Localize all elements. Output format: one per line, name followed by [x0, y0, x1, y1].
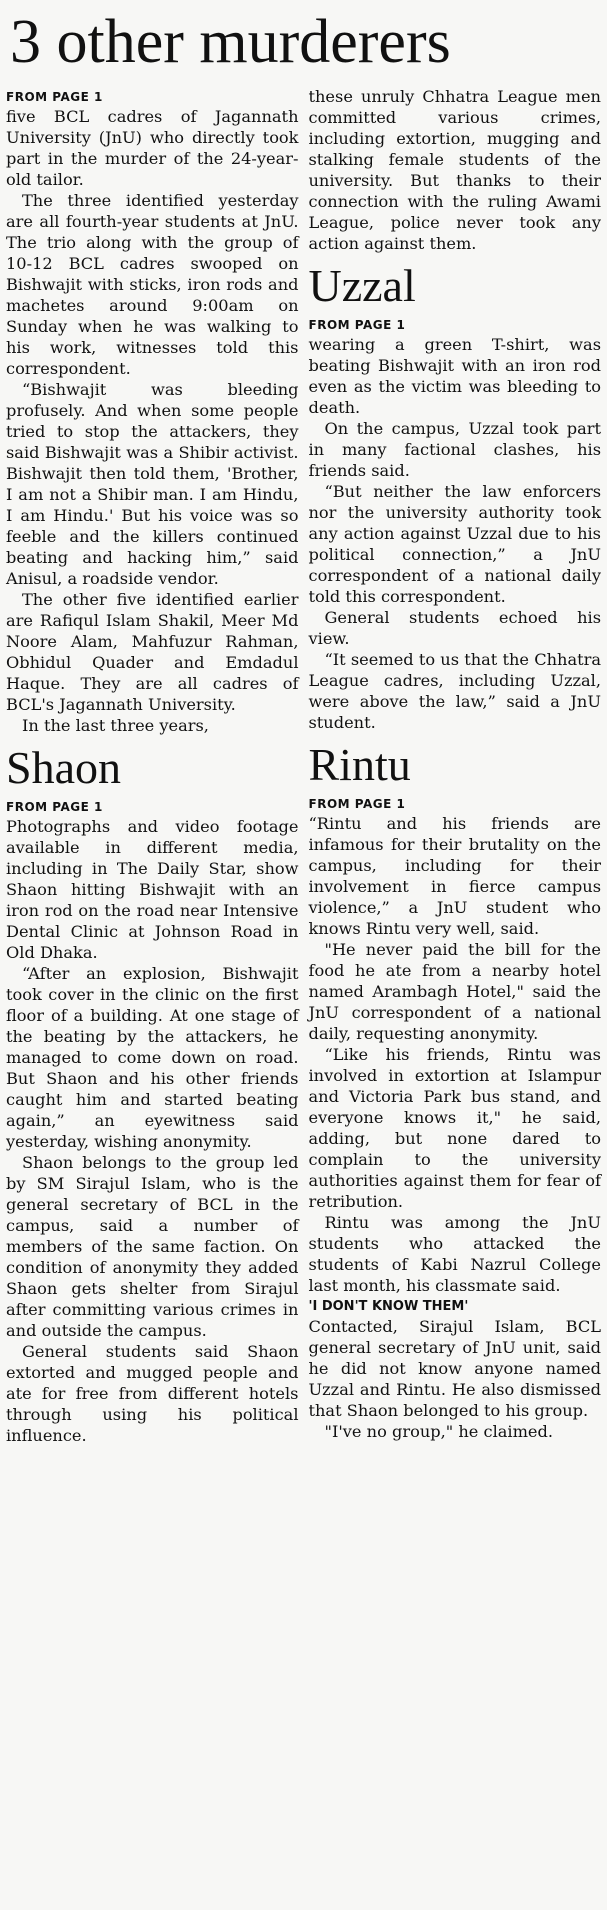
section-title-uzzal: Uzzal — [308, 260, 416, 311]
section-title-rintu: Rintu — [308, 739, 411, 790]
paragraph: The other five identified earlier are Rafiqul Islam Shakil, Meer Md Noore Alam, Mahfuzur Rahman, Obhidul Quader and Emdadul Haque. They are all cadres of BCL's Jagannath University. — [6, 590, 299, 714]
paragraph: "He never paid the bill for the food he ate from a nearby hotel named Arambagh Hotel," said the JnU correspondent of a national daily, requesting anonymity. — [308, 940, 601, 1043]
from-page-label: FROM PAGE 1 — [308, 318, 406, 332]
paragraph: Shaon belongs to the group led by SM Sirajul Islam, who is the general secretary of BCL in the campus, said a number of members of the same faction. On condition of anonymity they added Shaon gets shelter from Sirajul after committing various crimes in and outside the campus. — [6, 1153, 299, 1340]
paragraph: wearing a green T-shirt, was beating Bishwajit with an iron rod even as the victim was bleeding to death. — [308, 335, 601, 417]
from-page-label: FROM PAGE 1 — [6, 90, 103, 104]
paragraph: five BCL cadres of Jagannath University (JnU) who directly took part in the murder of the 24-year-old tailor. — [6, 107, 299, 189]
left-column — [6, 86, 299, 1446]
paragraph: Rintu was among the JnU students who attacked the students of Kabi Nazrul College last month, his classmate said. — [308, 1213, 601, 1295]
paragraph: "I've no group," he claimed. — [324, 1422, 554, 1441]
headline: 3 other murderers — [10, 8, 451, 76]
from-page-label: FROM PAGE 1 — [6, 800, 103, 814]
right-column — [309, 86, 602, 1446]
subheading: 'I DON'T KNOW THEM' — [308, 1299, 469, 1314]
paragraph: “Like his friends, Rintu was involved in extortion at Islampur and Victoria Park bus stand, and everyone knows it," he said, adding, but none dared to complain to the university authorities against them for fear of retribution. — [308, 1045, 601, 1211]
paragraph: Photographs and video footage available in different media, including in The Daily Star, show Shaon hitting Bishwajit with an iron rod on the road near Intensive Dental Clinic at Johnson Road in Old Dhaka. — [6, 817, 299, 962]
section-title-shaon: Shaon — [6, 742, 121, 793]
paragraph: On the campus, Uzzal took part in many factional clashes, his friends said. — [308, 419, 601, 480]
from-page-label: FROM PAGE 1 — [308, 797, 406, 811]
paragraph: Contacted, Sirajul Islam, BCL general secretary of JnU unit, said he did not know anyone named Uzzal and Rintu. He also dismissed that Shaon belonged to his group. — [308, 1317, 601, 1420]
paragraph: General students echoed his view. — [308, 608, 601, 648]
paragraph: General students said Shaon extorted and mugged people and ate for free from different hotels through using his political influence. — [6, 1342, 299, 1445]
paragraph: “After an explosion, Bishwajit took cover in the clinic on the first floor of a building. At one stage of the beating by the attackers, he managed to come down on road. But Shaon and his other friends caught him and started beating again,” an eyewitness said yesterday, wishing anonymity. — [6, 964, 299, 1151]
paragraph: The three identified yesterday are all fourth-year students at JnU. The trio along with the group of 10-12 BCL cadres swooped on Bishwajit with sticks, iron rods and machetes around 9:00am on Sunday when he was walking to his work, witnesses told this correspondent. — [6, 191, 299, 378]
paragraph: “Bishwajit was bleeding profusely. And when some people tried to stop the attackers, they said Bishwajit was a Shibir activist. Bishwajit then told them, 'Brother, I am not a Shibir man. I am Hindu, I am Hindu.' But his voice was so feeble and the killers continued beating and hacking him,” said Anisul, a roadside vendor. — [6, 380, 299, 588]
paragraph: these unruly Chhatra League men committed various crimes, including extortion, mugging and stalking female students of the university. But thanks to their connection with the ruling Awami League, police never took any action against them. — [308, 87, 601, 253]
paragraph: “It seemed to us that the Chhatra League cadres, including Uzzal, were above the law,” said a JnU student. — [308, 650, 601, 732]
paragraph: In the last three years, — [22, 716, 209, 735]
article-columns — [6, 86, 601, 1446]
paragraph: “But neither the law enforcers nor the university authority took any action against Uzzal due to his political connection,” a JnU correspondent of a national daily told this correspondent. — [308, 482, 601, 606]
paragraph: “Rintu and his friends are infamous for their brutality on the campus, including for their involvement in fierce campus violence,” a JnU student who knows Rintu very well, said. — [308, 814, 601, 938]
